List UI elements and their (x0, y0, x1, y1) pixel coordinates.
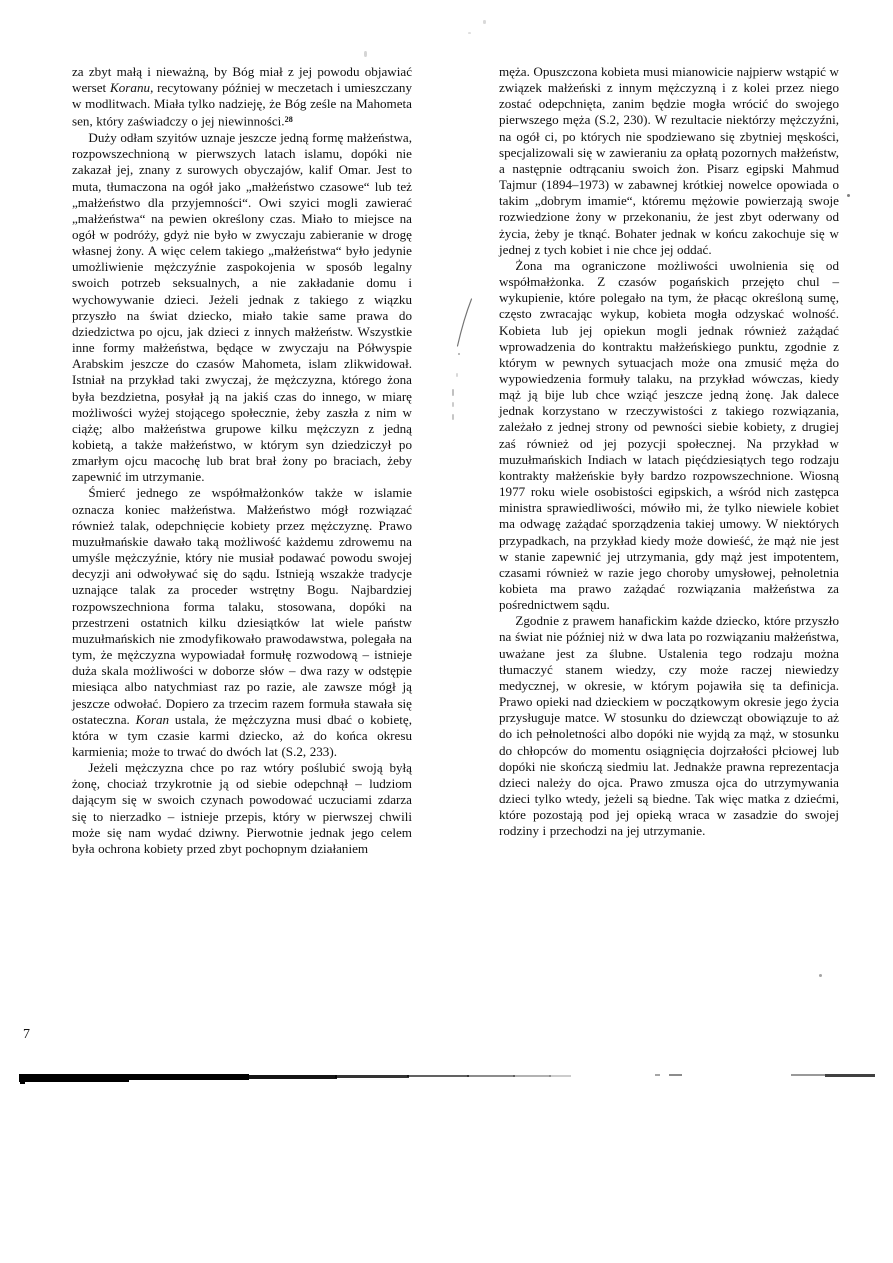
text-run: ustala, że mężczyzna musi dbać o kobietę, która w tym czasie karmi dziecko, aż do końca okresu karmienia; może to trwać do dwóch lat (S.2, 233). (72, 711, 412, 759)
margin-tick (452, 402, 454, 407)
text-run: , recytowany później w meczetach i umieszczany w modlitwach. Miała tylko nadzieję, że Bóg ześle na Mahometa sen, który zaświadczy o jej niewinności. (72, 80, 412, 129)
paragraph (72, 130, 412, 485)
scan-edge-bar (19, 1073, 875, 1082)
text-run: za zbyt małą i nieważną, by Bóg miał z jej powodu objawiać werset (72, 64, 412, 96)
margin-tick (456, 373, 458, 377)
paragraph (72, 760, 412, 857)
text-run: Duży odłam szyitów uznaje jeszcze jedną formę małżeństwa, rozpowszechnioną w pierwszych latach islamu, dopóki nie zakazał jej, znany z surowych obyczajów, kalif Omar. Jest to muta, tłumaczona na ogół jako „małżeństwo czasowe“ lub też „małżeństwo dla przyjemności“. Owi szyici mogli zawierać „małżeństwa“ na pewien określony czas. Miało to miejsce na ogół w podróży, gdyż nie było w zwyczaju zabieranie w drogę własnej żony. A więc celem takiego „małżeństwa“ było jedynie umożliwienie mężczyźnie zaspokojenia w sposób legalny swoich potrzeb seksualnych, a nie zakładanie domu i wychowywanie dzieci. Jeżeli jednak z takiego z wiązku przyszło na świat dziecko, miało takie same prawa do dziedzictwa po ojcu, jak dzieci z innych małżeństw. Wszystkie inne formy małżeństwa, będące w zwyczaju na Półwyspie Arabskim jeszcze do czasów Mahometa, islam zlikwidował. Istniał na przykład taki zwyczaj, że mężczyzna, którego żona była bezdzietna, posyłał ją na jakiś czas do innego, w miarę możliwości wyżej stojącego społecznie, żeby zaszła z nim w ciążę; albo małżeństwa grupowe kilku mężczyzn z jedną kobietą, a także małżeństwo, w którym syn dziedziczył po zmarłym ojcu macochę lub brat brał żony po braciach, żeby zapewnić im utrzymanie. (72, 130, 412, 485)
paragraph (499, 258, 839, 613)
paragraph (72, 485, 412, 760)
ink-speck-icon (819, 974, 822, 977)
text-column-right (499, 64, 839, 840)
text-run: Śmierć jednego ze współmałżonków także w islamie oznacza koniec małżeństwa. Małżeństwo mógł rozwiązać również talak, odepchnięcie kobiety przez mężczyznę. Prawo muzułmańskie dawało taką możliwość każdemu zdrowemu na umyśle mężczyźnie, który nie musiał podawać powodu swojej decyzji ani odwoływać się do sądu. Istnieją wszakże tradycje uznające talak za proceder wstrętny Bogu. Najbardziej rozpowszechniona forma talaku, stosowana, dopóki na przestrzeni ostatnich kilku dziesiątków lat wiele państw muzułmańskich nie zmodyfikowało prawodawstwa, polegała na tym, że mężczyzna wypowiadał formułę rozwodową – istnieje duża skala możliwości w doborze słów – dwa razy w odstępie miesiąca albo natychmiast raz po razie, ale zawsze mógł ją jeszcze odwołać. Dopiero za trzecim razem formuła stawała się ostateczna. (72, 485, 412, 727)
footnote-marker: 28 (284, 115, 294, 125)
margin-tick (452, 389, 454, 396)
paragraph (499, 64, 839, 258)
scan-speck-icon (468, 32, 471, 34)
text-run: męża. Opuszczona kobieta musi mianowicie najpierw wstąpić w związek małżeński z innym mężczyzną i z kolei przez niego zostać odepchnięta, zanim będzie mogła wrócić do swojego pierwszego męża (S.2, 230). W rezultacie niektórzy mężczyźni, na ogół ci, po których nie spodziewano się zbytniej męskości, specjalizowali się w zawieraniu za opłatą pozornych małżeństw, a następnie odtrącaniu swoich żon. Pisarz egipski Mahmud Tajmur (1894–1973) w zabawnej krótkiej nowelce opowiada o takim „dobrym imamie“, któremu mężowie powierzają swoje rozwiedzione żony w przekonaniu, że jest zbyt oderwany od życia, żeby je tknąć. Bohater jednak w końcu zakochuje się w jednej z tych kobiet i nie chce jej oddać. (499, 64, 839, 257)
paragraph (72, 64, 412, 130)
text-run: Zgodnie z prawem hanafickim każde dziecko, które przyszło na świat nie później niż w dwa lata po rozwiązaniu małżeństwa, uważane jest za ślubne. Ustalenia tego rodzaju można tłumaczyć stanem wiedzy, czy może raczej niewiedzy medycznej, w okresie, w którym pojawiła się ta definicja. Prawo opieki nad dzieckiem w początkowym okresie jego życia przysługuje matce. W stosunku do dziewcząt obowiązuje to aż do ich pełnoletności albo dopóki nie wyjdą za mąż, w stosunku do chłopców do momentu osiągnięcia dojrzałości płciowej lub dopóki nie skończą siedmiu lat. Jednakże prawna reprezentacja dzieci należy do ojca. Prawo zmusza ojca do utrzymywania dzieci tylko wtedy, jeżeli są biedne. Tak więc matka z dziećmi, które pozostają pod jej opieką wraca w zasadzie do swojej rodziny i przechodzi na jej utrzymanie. (499, 613, 839, 839)
text-run: Jeżeli mężczyzna chce po raz wtóry poślubić swoją byłą żonę, chociaż trzykrotnie ją od siebie odepchnął – ludziom dającym się w swoich czynach powodować uczuciami zdarza się to nierzadko – istnieje przepis, który w pierwszej chwili może się nam wydać dziwny. Pierwotnie jednak jego celem była ochrona kobiety przed zbyt pochopnym działaniem (72, 760, 412, 856)
scan-speck-icon (364, 51, 367, 57)
ink-speck-icon (458, 353, 460, 355)
ink-speck-icon (847, 194, 850, 197)
text-column-left (72, 64, 412, 857)
margin-tick (452, 414, 454, 420)
pencil-slash-annotation-icon (456, 298, 474, 348)
page-number: 7 (23, 1027, 31, 1042)
italic-title: Koran (135, 711, 170, 727)
scan-speck-icon (483, 20, 486, 24)
text-run: Żona ma ograniczone możliwości uwolnienia się od współmałżonka. Z czasów pogańskich przejęto chul – wykupienie, które polegało na tym, że płacąc określoną sumę, często zwracając wykup, kobieta mogła odzyskać wolność. Kobieta lub jej opiekun mogli jednak również zażądać wprowadzenia do kontraktu małżeńskiego punktu, zgodnie z którym w pewnych sytuacjach może ona zmusić męża do wypowiedzenia formuły talaku, na przykład wówczas, kiedy mąż ją bije lub chce wziąć jeszcze jedną żonę. Jak dalece jednak korzystano w rzeczywistości z takiego rozwiązania, zależało z jednej strony od pewności siebie kobiety, z drugiej zaś również od jej pozycji społecznej. Na przykład w muzułmańskich Indiach w latach pięćdziesiątych tego rodzaju kontrakty małżeńskie były bardzo rozpowszechnione. Wiosną 1977 roku wiele osobistości egipskich, a wśród nich zastępca ministra sprawiedliwości, mówiło mi, że tylko niewiele kobiet ma odwagę zażądać sporządzenia takiej umowy. W niektórych przypadkach, na przykład kiedy może dowieść, że mąż nie jest w stanie zapewnić jej utrzymania, gdy mąż jest impotentem, czasami również w razie jego choroby umysłowej, pełnoletnia kobieta ma prawo zażądać rozwiązania małżeństwa za pośrednictwem sądu. (499, 257, 839, 613)
paragraph (499, 613, 839, 839)
italic-title: Koranu (110, 80, 151, 96)
